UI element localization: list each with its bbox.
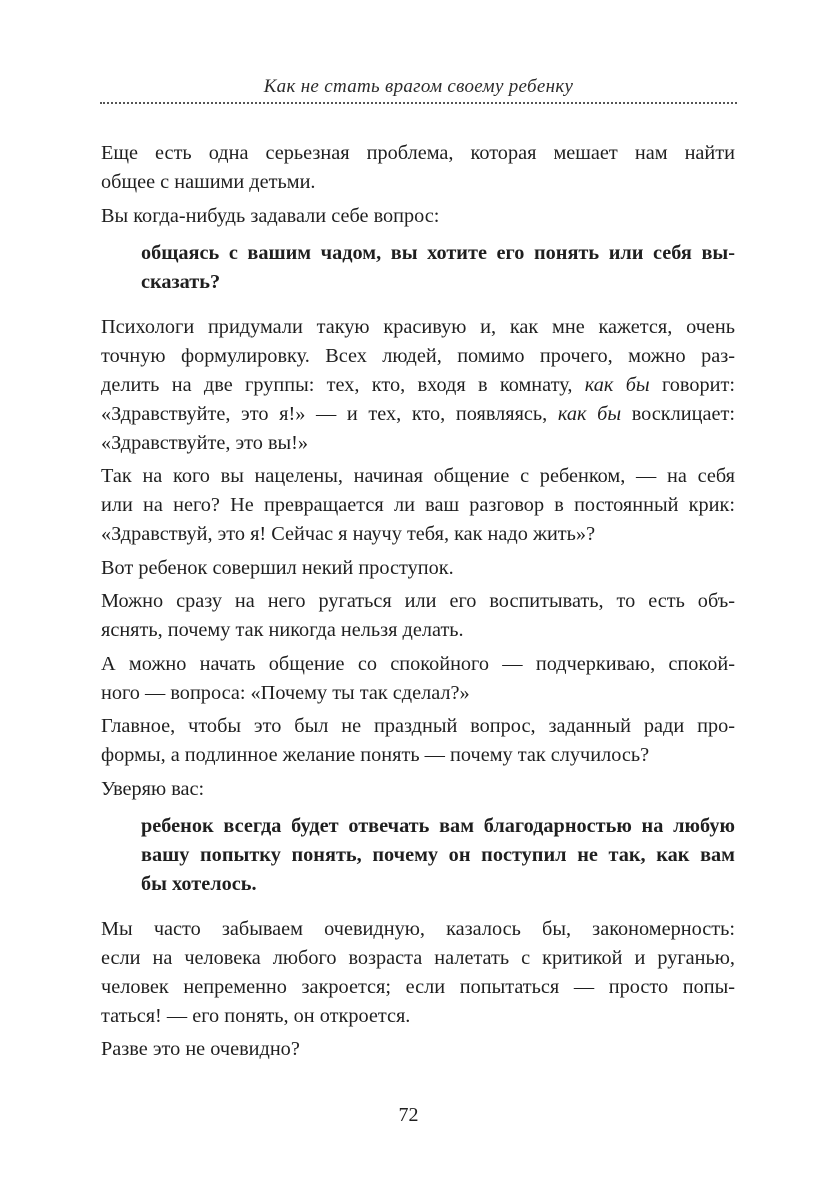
text-line: человек непременно закроется; если попытаться — просто попы-: [101, 975, 735, 998]
header-dotted-rule: [100, 102, 737, 104]
italic-text: как бы: [584, 373, 650, 396]
text-segment: говорит:: [649, 373, 735, 396]
text-line: ного — вопроса: «Почему ты так сделал?»: [101, 681, 470, 704]
text-line: [101, 371, 735, 400]
paragraph: [101, 1035, 735, 1064]
text-segment: делить на две группы: тех, кто, входя в комнату,: [101, 373, 585, 396]
text-segment: восклицает:: [621, 402, 735, 425]
page-number: 72: [398, 1104, 419, 1126]
text-line: вашу попытку понять, почему он поступил не так, как вам: [141, 843, 735, 866]
text-line: общее с нашими детьми.: [101, 171, 316, 193]
bold-emphasis-paragraph: [141, 812, 735, 899]
running-header: Как не стать врагом своему ребенку: [263, 76, 574, 97]
text-line: формы, а подлинное желание понять — почему так случилось?: [101, 744, 650, 766]
text-line: [101, 400, 735, 429]
text-line: сказать?: [141, 270, 221, 293]
text-segment: «Здравствуйте, это я!» — и тех, кто, появляясь,: [101, 402, 558, 425]
text-line: Главное, чтобы это был не праздный вопрос, заданный ради про-: [101, 715, 735, 737]
text-line: Вы когда-нибудь задавали себе вопрос:: [101, 204, 440, 227]
paragraph: [101, 587, 735, 645]
paragraph: [101, 202, 735, 231]
paragraph: [101, 554, 735, 583]
paragraph: [101, 139, 735, 197]
text-line: общаясь с вашим чадом, вы хотите его понять или себя вы-: [141, 241, 735, 264]
bold-emphasis-paragraph: [141, 239, 735, 297]
text-line: Разве это не очевидно?: [101, 1038, 300, 1060]
text-line: Мы часто забываем очевидную, казалось бы, закономерность:: [101, 917, 735, 940]
paragraph: [101, 313, 735, 458]
paragraph: [101, 712, 735, 770]
paragraph: [101, 775, 735, 804]
text-line: Так на кого вы нацелены, начиная общение с ребенком, — на себя: [101, 465, 735, 487]
text-line: если на человека любого возраста налетать с критикой и руганью,: [101, 946, 735, 969]
text-line: или на него? Не превращается ли ваш разговор в постоянный крик:: [101, 494, 735, 516]
text-line: «Здравствуйте, это вы!»: [101, 431, 309, 454]
text-line: Еще есть одна серьезная проблема, которая мешает нам найти: [101, 142, 735, 164]
text-line: таться! — его понять, он откроется.: [101, 1004, 411, 1027]
body-text: [101, 139, 735, 1069]
text-line: яснять, почему так никогда нельзя делать.: [101, 619, 464, 641]
paragraph: [101, 915, 735, 1031]
text-line: «Здравствуй, это я! Сейчас я научу тебя, как надо жить»?: [101, 523, 596, 545]
text-line: бы хотелось.: [141, 872, 257, 895]
paragraph: [101, 462, 735, 549]
text-line: Психологи придумали такую красивую и, как мне кажется, очень: [101, 315, 735, 338]
text-line: Уверяю вас:: [101, 777, 205, 800]
text-line: А можно начать общение со спокойного — подчеркиваю, спокой-: [101, 652, 735, 675]
text-line: Можно сразу на него ругаться или его воспитывать, то есть объ-: [101, 590, 735, 612]
text-line: Вот ребенок совершил некий проступок.: [101, 556, 454, 579]
text-line: ребенок всегда будет отвечать вам благодарностью на любую: [141, 814, 735, 837]
italic-text: как бы: [557, 402, 622, 425]
paragraph: [101, 650, 735, 708]
text-line: точную формулировку. Всех людей, помимо прочего, можно раз-: [101, 344, 735, 367]
